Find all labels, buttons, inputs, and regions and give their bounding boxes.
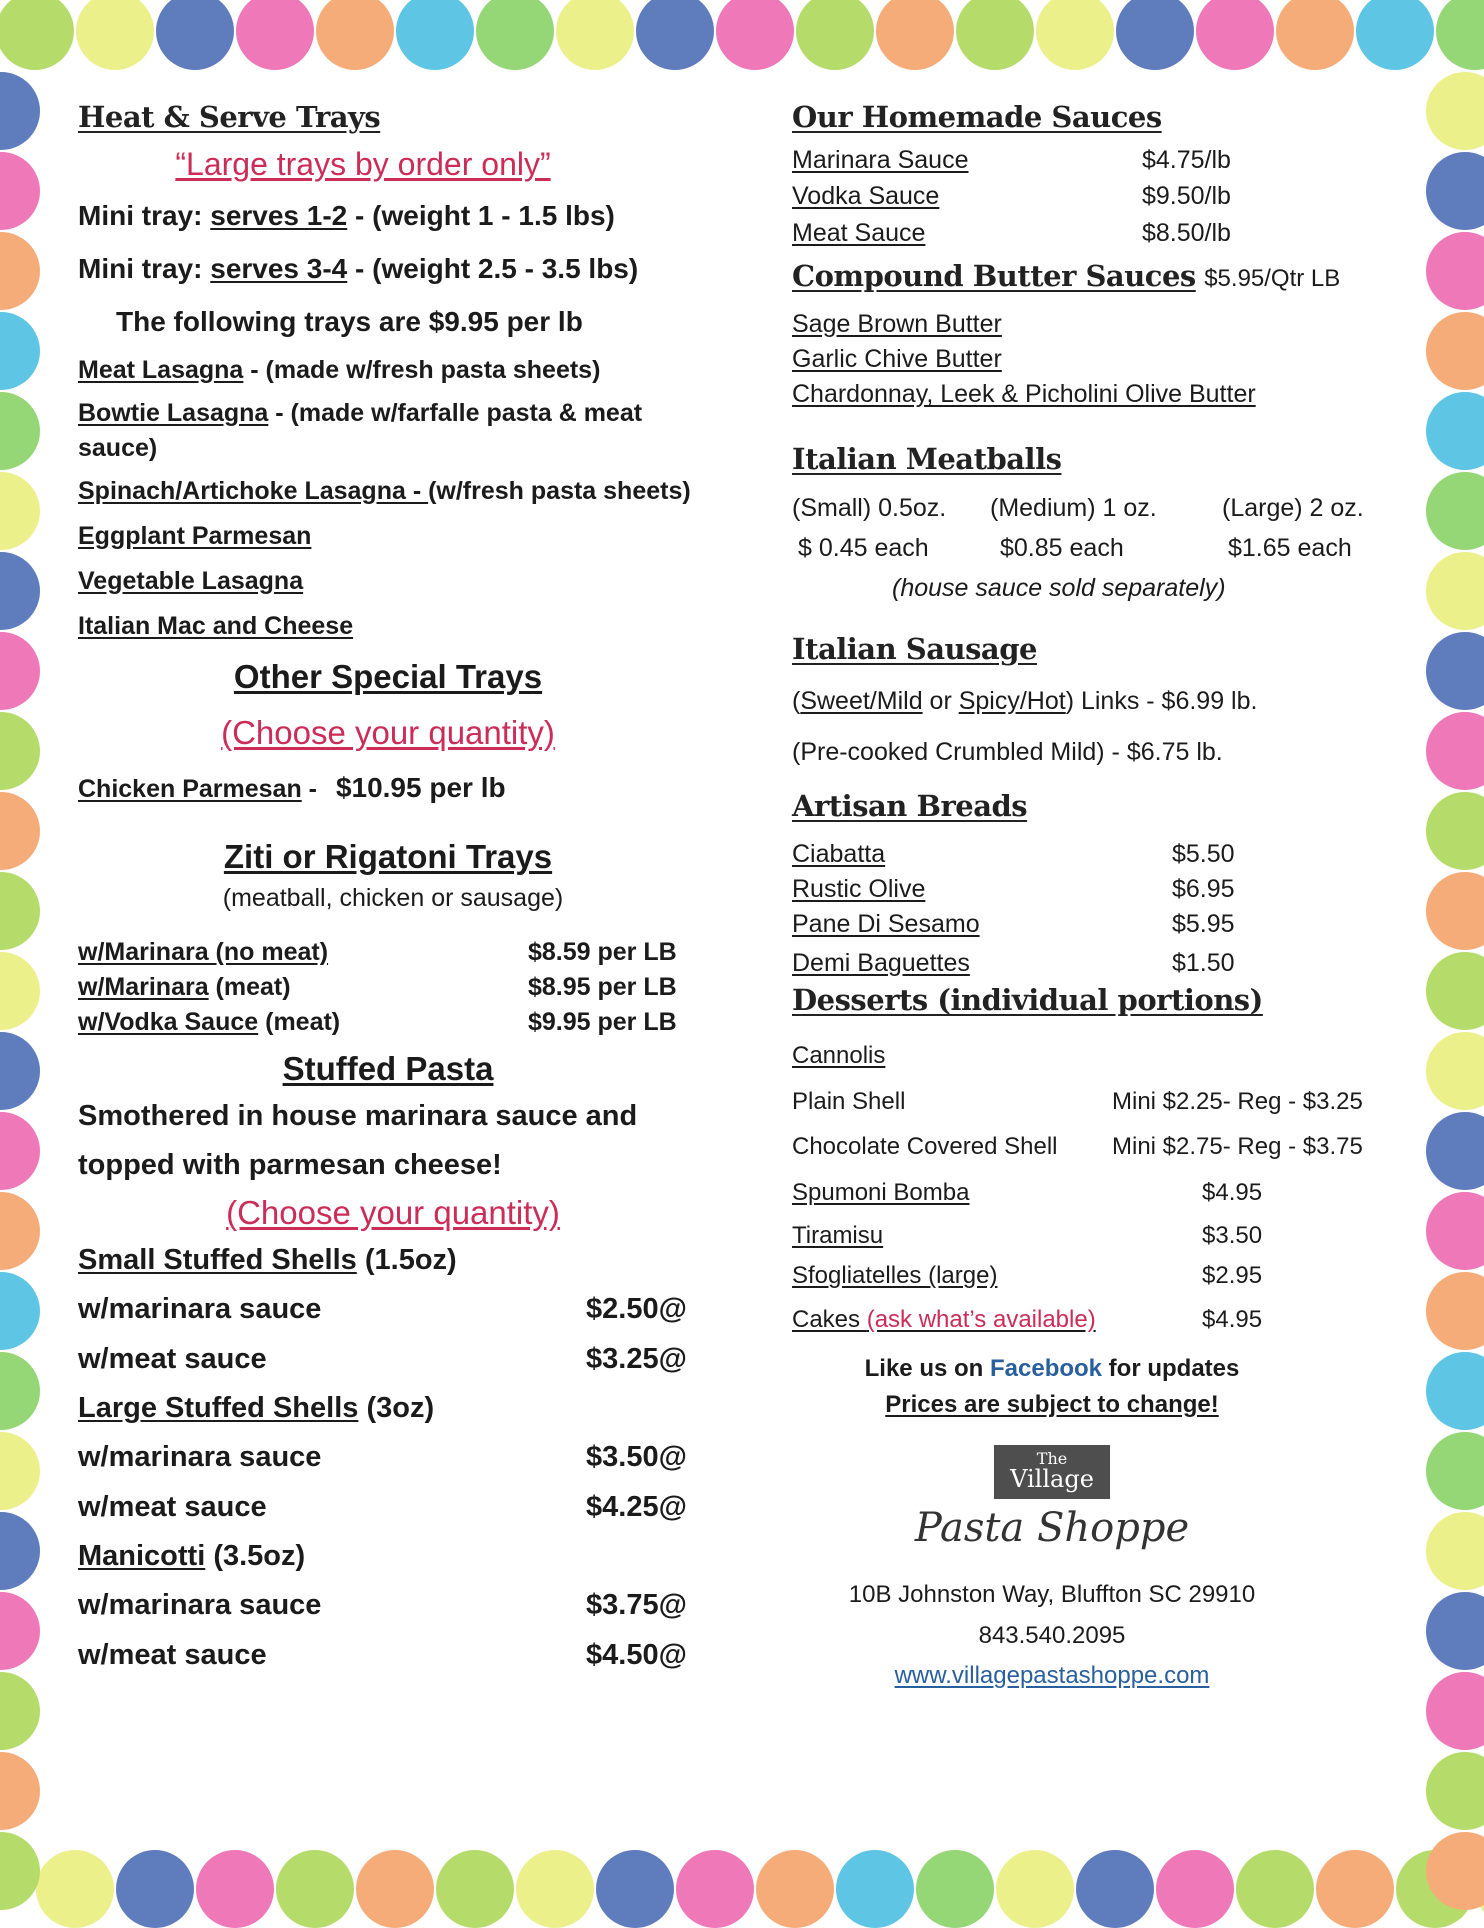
stuffed-group-heading: Small Stuffed Shells (1.5oz) bbox=[78, 1244, 457, 1277]
decorative-dot bbox=[1356, 0, 1434, 70]
decorative-dot bbox=[916, 1850, 994, 1928]
decorative-dot bbox=[1276, 0, 1354, 70]
ziti-list bbox=[78, 935, 698, 1040]
decorative-dot bbox=[1426, 1032, 1484, 1110]
stuffed-group-heading: Manicotti (3.5oz) bbox=[78, 1539, 306, 1572]
table-row: Ciabatta $5.50 bbox=[792, 840, 1235, 869]
decorative-dot bbox=[0, 1272, 40, 1350]
decorative-dot bbox=[0, 1112, 40, 1190]
table-row: Cakes (ask what’s available) $4.95 bbox=[792, 1306, 1263, 1334]
heat-serve-list bbox=[78, 353, 718, 644]
decorative-dot bbox=[0, 952, 40, 1030]
breads-title: Artisan Breads bbox=[792, 789, 1028, 824]
decorative-dot bbox=[0, 1752, 40, 1830]
sausage-links: (Sweet/Mild or Spicy/Hot) Links - $6.99 lb. bbox=[792, 686, 1258, 715]
decorative-dot bbox=[1156, 1850, 1234, 1928]
decorative-dot bbox=[1426, 152, 1484, 230]
table-row: Tiramisu $3.50 bbox=[792, 1221, 1263, 1249]
facebook-link[interactable]: Facebook bbox=[989, 1354, 1103, 1382]
stuffed-group-heading: Large Stuffed Shells (3oz) bbox=[78, 1392, 435, 1425]
tray-price-note: The following trays are $9.95 per lb bbox=[116, 306, 583, 338]
table-row: Spumoni Bomba $4.95 bbox=[792, 1179, 1263, 1207]
decorative-dot bbox=[1426, 72, 1484, 150]
list-item: Spinach/Artichoke Lasagna - (w/fresh pasta sheets) bbox=[78, 476, 691, 505]
stuffed-desc: Smothered in house marinara sauce and topped with parmesan cheese! bbox=[78, 1099, 638, 1181]
decorative-dot bbox=[876, 0, 954, 70]
decorative-dot bbox=[1426, 1272, 1484, 1350]
cannolis-heading: Cannolis bbox=[792, 1042, 886, 1070]
decorative-dot bbox=[0, 1512, 40, 1590]
decorative-dot bbox=[1426, 792, 1484, 870]
table-row: w/Marinara (no meat) $8.59 per LB bbox=[78, 937, 677, 966]
table-row: w/meat sauce $4.25@ bbox=[78, 1490, 687, 1523]
stuffed-pasta-title: Stuffed Pasta bbox=[282, 1049, 494, 1087]
decorative-dot bbox=[0, 232, 40, 310]
mini-tray-2: Mini tray: serves 3-4 - (weight 2.5 - 3.5 lbs) bbox=[78, 253, 639, 285]
butter-list bbox=[792, 307, 1422, 412]
address: 10B Johnston Way, Bluffton SC 29910 bbox=[848, 1580, 1256, 1608]
decorative-dot bbox=[0, 1672, 40, 1750]
decorative-dot bbox=[1196, 0, 1274, 70]
decorative-dot bbox=[0, 72, 40, 150]
phone: 843.540.2095 bbox=[978, 1621, 1126, 1649]
decorative-dot bbox=[1426, 472, 1484, 550]
decorative-dot bbox=[1426, 1432, 1484, 1510]
decorative-dot bbox=[0, 1032, 40, 1110]
list-item: Vegetable Lasagna bbox=[78, 566, 304, 595]
decorative-dot bbox=[1426, 1752, 1484, 1830]
table-row: w/meat sauce $3.25@ bbox=[78, 1342, 687, 1375]
butter-header: Compound Butter Sauces $5.95/Qtr LB bbox=[792, 258, 1341, 293]
prices-note: Prices are subject to change! bbox=[885, 1390, 1219, 1418]
large-trays-note: “Large trays by order only” bbox=[175, 146, 551, 182]
decorative-dot bbox=[0, 1832, 40, 1910]
list-item: Chardonnay, Leek & Picholini Olive Butter bbox=[792, 379, 1256, 408]
desserts-title: Desserts (individual portions) bbox=[792, 983, 1263, 1018]
decorative-dot bbox=[0, 312, 40, 390]
sausage-crumbled: (Pre-cooked Crumbled Mild) - $6.75 lb. bbox=[792, 737, 1223, 766]
decorative-dot bbox=[1426, 632, 1484, 710]
list-item: Sage Brown Butter bbox=[792, 309, 1002, 338]
table-row: w/Vodka Sauce (meat) $9.95 per LB bbox=[78, 1007, 677, 1036]
decorative-dot bbox=[0, 1192, 40, 1270]
decorative-dot bbox=[76, 0, 154, 70]
list-item: Garlic Chive Butter bbox=[792, 344, 1002, 373]
footer-notes bbox=[792, 1351, 1312, 1423]
table-row: (Small) 0.5oz. (Medium) 1 oz. (Large) 2 oz. bbox=[792, 493, 1364, 522]
table-row: Chocolate Covered Shell Mini $2.75 - Reg - $3.75 bbox=[792, 1133, 1363, 1161]
table-row: $ 0.45 each $0.85 each $1.65 each bbox=[798, 533, 1352, 562]
decorative-dot bbox=[0, 712, 40, 790]
decorative-dot bbox=[1426, 952, 1484, 1030]
decorative-dot bbox=[1426, 1352, 1484, 1430]
decorative-dot bbox=[1426, 1592, 1484, 1670]
decorative-dot bbox=[1316, 1850, 1394, 1928]
chicken-parmesan-row: Chicken Parmesan - $10.95 per lb bbox=[78, 771, 506, 803]
table-row: Marinara Sauce $4.75/lb bbox=[792, 146, 1231, 174]
table-row: Pane Di Sesamo $5.95 bbox=[792, 910, 1235, 939]
decorative-dot bbox=[756, 1850, 834, 1928]
list-item: Eggplant Parmesan bbox=[78, 521, 312, 550]
decorative-dot bbox=[596, 1850, 674, 1928]
choose-quantity-2: (Choose your quantity) bbox=[226, 1194, 560, 1232]
table-row: w/marinara sauce $3.75@ bbox=[78, 1589, 687, 1622]
decorative-dot bbox=[0, 632, 40, 710]
decorative-dot bbox=[1116, 0, 1194, 70]
decorative-dot bbox=[1426, 1512, 1484, 1590]
table-row: w/Marinara (meat) $8.95 per LB bbox=[78, 972, 677, 1001]
table-row: Vodka Sauce $9.50/lb bbox=[792, 182, 1231, 211]
table-row: w/marinara sauce $3.50@ bbox=[78, 1441, 687, 1474]
decorative-dot bbox=[0, 1592, 40, 1670]
sauces-title: Our Homemade Sauces bbox=[792, 100, 1162, 134]
decorative-dot bbox=[316, 0, 394, 70]
decorative-dot bbox=[0, 0, 74, 70]
table-row: Meat Sauce $8.50/lb bbox=[792, 218, 1231, 247]
decorative-dot bbox=[636, 0, 714, 70]
facebook-note: Like us on Facebook for updates bbox=[864, 1354, 1240, 1382]
decorative-dot bbox=[1426, 1192, 1484, 1270]
decorative-dot bbox=[156, 0, 234, 70]
decorative-dot bbox=[1426, 1672, 1484, 1750]
other-trays-title: Other Special Trays bbox=[233, 657, 543, 695]
list-item: Italian Mac and Cheese bbox=[78, 611, 354, 640]
village-logo-box: The Village bbox=[994, 1445, 1110, 1499]
decorative-dot bbox=[0, 1432, 40, 1510]
decorative-dot bbox=[1076, 1850, 1154, 1928]
decorative-dot bbox=[1426, 552, 1484, 630]
choose-quantity-1: (Choose your quantity) bbox=[221, 713, 555, 751]
decorative-dot bbox=[196, 1850, 274, 1928]
decorative-dot bbox=[0, 472, 40, 550]
table-row: Demi Baguettes $1.50 bbox=[792, 949, 1235, 978]
list-item: Meat Lasagna - (made w/fresh pasta sheets) bbox=[78, 355, 601, 384]
decorative-dot bbox=[436, 1850, 514, 1928]
mini-tray-1: Mini tray: serves 1-2 - (weight 1 - 1.5 lbs) bbox=[78, 200, 615, 231]
table-row: Rustic Olive $6.95 bbox=[792, 875, 1235, 904]
desserts-list bbox=[792, 1033, 1422, 1343]
decorative-dot bbox=[716, 0, 794, 70]
decorative-dot bbox=[516, 1850, 594, 1928]
decorative-dot bbox=[0, 792, 40, 870]
decorative-dot bbox=[396, 0, 474, 70]
sausage-title: Italian Sausage bbox=[792, 631, 1037, 666]
list-item: Bowtie Lasagna - (made w/farfalle pasta & meat sauce) bbox=[78, 398, 643, 462]
decorative-dot bbox=[236, 0, 314, 70]
decorative-dot bbox=[116, 1850, 194, 1928]
logo-script: Pasta Shoppe bbox=[914, 1504, 1190, 1551]
decorative-dot bbox=[0, 1352, 40, 1430]
shop-logo bbox=[792, 1445, 1312, 1551]
decorative-dot bbox=[1036, 0, 1114, 70]
decorative-dot bbox=[956, 0, 1034, 70]
ziti-title: Ziti or Rigatoni Trays bbox=[223, 837, 553, 875]
decorative-dot bbox=[1426, 232, 1484, 310]
decorative-dot bbox=[476, 0, 554, 70]
meatballs-title: Italian Meatballs bbox=[792, 441, 1062, 476]
website-link[interactable]: www.villagepastashoppe.com bbox=[894, 1662, 1210, 1690]
stuffed-list bbox=[78, 1236, 698, 1680]
decorative-dot bbox=[1426, 712, 1484, 790]
decorative-dot bbox=[796, 0, 874, 70]
decorative-dot bbox=[0, 152, 40, 230]
sauces-list bbox=[792, 142, 1262, 251]
decorative-dot bbox=[356, 1850, 434, 1928]
decorative-dot bbox=[556, 0, 634, 70]
right-column bbox=[792, 100, 1422, 1697]
decorative-dot bbox=[996, 1850, 1074, 1928]
decorative-dot bbox=[0, 392, 40, 470]
ziti-subtitle: (meatball, chicken or sausage) bbox=[222, 883, 564, 912]
table-row: Sfogliatelles (large) $2.95 bbox=[792, 1262, 1263, 1290]
contact-info bbox=[792, 1575, 1312, 1697]
decorative-dot bbox=[0, 552, 40, 630]
left-column bbox=[78, 100, 718, 1680]
decorative-dot bbox=[276, 1850, 354, 1928]
decorative-dot bbox=[1436, 0, 1484, 70]
table-row: Plain Shell Mini $2.25 - Reg - $3.25 bbox=[792, 1087, 1363, 1115]
decorative-dot bbox=[1426, 1112, 1484, 1190]
decorative-dot bbox=[836, 1850, 914, 1928]
breads-list bbox=[792, 837, 1252, 981]
table-row: w/marinara sauce $2.50@ bbox=[78, 1293, 687, 1326]
decorative-dot bbox=[1426, 392, 1484, 470]
meatballs-table bbox=[792, 488, 1422, 608]
decorative-dot bbox=[1236, 1850, 1314, 1928]
meatball-sauce-note: (house sauce sold separately) bbox=[892, 573, 1226, 602]
decorative-dot bbox=[36, 1850, 114, 1928]
decorative-dot bbox=[676, 1850, 754, 1928]
decorative-dot bbox=[1426, 312, 1484, 390]
decorative-dot bbox=[0, 872, 40, 950]
table-row: w/meat sauce $4.50@ bbox=[78, 1638, 687, 1671]
heat-serve-title: Heat & Serve Trays bbox=[78, 100, 381, 134]
decorative-dot bbox=[1426, 872, 1484, 950]
